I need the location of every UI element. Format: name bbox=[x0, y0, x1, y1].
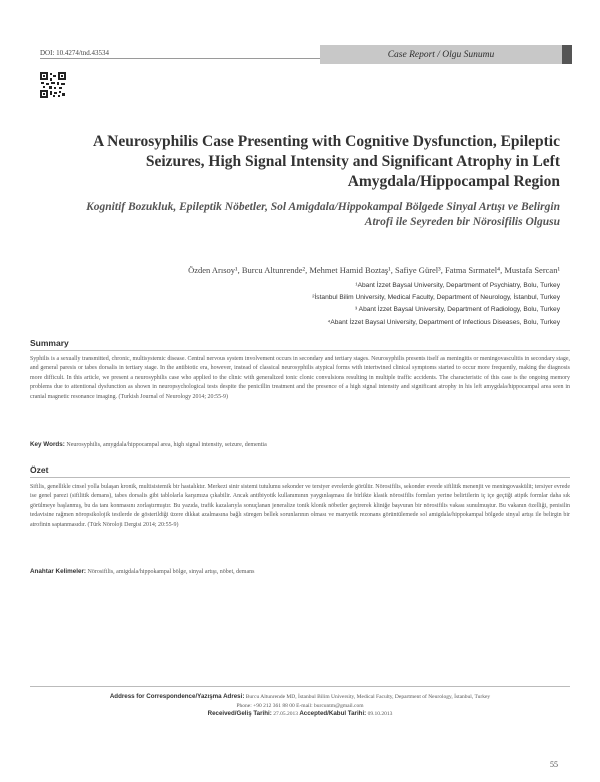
correspondence bbox=[30, 693, 570, 719]
address-label: Address for Correspondence/Yazışma Adresi: bbox=[109, 693, 245, 700]
key-words-text: Neurosyphilis, amygdala/hippocampal area, high signal intensity, seizure, dementia bbox=[66, 442, 267, 448]
header-rule bbox=[40, 58, 320, 59]
affiliation: ²İstanbul Bilim University, Medical Faculty, Department of Neurology, İstanbul, Turkey bbox=[312, 294, 560, 302]
banner-tab bbox=[562, 45, 572, 64]
affiliation: ⁴Abant İzzet Baysal University, Department of Infectious Diseases, Bolu, Turkey bbox=[327, 318, 560, 326]
key-words-label: Key Words: bbox=[30, 441, 65, 448]
ozet-rule bbox=[30, 477, 570, 478]
address-text: Burcu Altunrende MD, İstanbul Bilim University, Medical Faculty, Department of Neurology, İstanbul, Turkey bbox=[245, 694, 491, 700]
accepted-label: Accepted/Kabul Tarihi: bbox=[299, 710, 367, 717]
footer-rule bbox=[30, 686, 570, 687]
author-list: Özden Arısoy¹, Burcu Altunrende², Mehmet Hamid Boztaş¹, Safiye Gürel³, Fatma Sırmatel⁴, Mustafa Sercan¹ bbox=[188, 265, 560, 275]
anahtar-kelimeler-text: Nörosifilis, amigdala/hippokampal bölge, sinyal artışı, nöbet, demans bbox=[87, 569, 255, 575]
contact-line: Phone: +90 212 361 88 00 E-mail: burcuntm@gmail.com bbox=[236, 702, 364, 709]
article-title: A Neurosyphilis Case Presenting with Cognitive Dysfunction, Epileptic Seizures, High Signal Intensity and Significant Atrophy in Left Amygdala/Hippocampal Region bbox=[92, 133, 560, 190]
key-words bbox=[30, 441, 570, 448]
affiliations bbox=[200, 280, 560, 329]
received-date: 27.05.2013 bbox=[273, 711, 298, 717]
summary-heading: Summary bbox=[30, 338, 69, 348]
accepted-date: 09.10.2013 bbox=[367, 711, 393, 717]
summary-text: Syphilis is a sexually transmitted, chronic, multisystemic disease. Central nervous system involvement occurs in secondary and tertiary stages. Neurosyphilis presents itself as meningitis or meningovasculitis in secondary stage, and general paresis or tabes dorsalis in tertiary stage. In the antibiotic era, however, instead of classical neurosyphilis atypical forms with intertwined clinical symptoms started to occur more frequently, making the diagnosis more difficult. In this article, we present a neurosyphilis case who applied to the clinic with generalized tonic clonic convulsions resulting in multiple traffic accidents. The characteristic of this case is the ongoing memory problems due to attentional dysfunction as shown in neuropsychological tests despite the penicillin treatment and the presence of a high signal intensity and significant atrophy in his left amygdala/hippocampal area seen in cranial magnetic resonance imaging. (Turkish Journal of Neurology 2014; 20:55-9) bbox=[30, 356, 570, 400]
ozet-heading: Özet bbox=[30, 465, 49, 475]
page-number: 55 bbox=[550, 760, 558, 769]
affiliation: ¹Abant İzzet Baysal University, Department of Psychiatry, Bolu, Turkey bbox=[355, 282, 560, 289]
summary-rule bbox=[30, 350, 570, 351]
anahtar-kelimeler bbox=[30, 568, 570, 575]
section-banner: Case Report / Olgu Sunumu bbox=[320, 45, 562, 64]
qr-code-icon bbox=[40, 72, 66, 98]
article-subtitle: Kognitif Bozukluk, Epileptik Nöbetler, Sol Amigdala/Hippokampal Bölgede Sinyal Artışı ve Belirgin Atrofi ile Seyreden bir Nörosifilis Olgusu bbox=[86, 201, 560, 228]
ozet-text: Sifilis, genellikle cinsel yolla bulaşan kronik, multisistemik bir hastalıktır. Merkezi sinir sistemi tutulumu sekonder ve tersiyer evrelerde görülür. Nörosifilis, sekonder evrede sifilitik menenjit ve meningovaskülit; tersiyer evrede ise genel parezi (sifilitik demans), tabes dorsalis gibi tablolarla karşımıza çıkabilir. Ancak antibiyotik kullanımının yaygınlaşması ile birlikte klasik nörosifilis formları yerine belirtilerin iç içe geçtiği atipik formlar daha sık görülmeye başlanmış, bu da tanı konmasını zorlaştırmıştır. Bu yazıda, trafik kazalarıyla sonuçlanan jeneralize tonik klonik nöbetler geçirerek kliniğe başvuran bir nörosifilis vakası sunulmuştur. Bu vakanın özelliği, penisilin tedavisine rağmen nöropsikolojik testlerde de gösterildiği üzere dikkat azalmasına bağlı süregen bellek sorunlarının olması ve manyetik rezonans görüntülemede sol amigdala/hippokampal bölgede sinyal artışı ile belirgin bir atrofinin saptanmasıdır. (Türk Nöroloji Dergisi 2014; 20:55-9) bbox=[30, 484, 570, 528]
received-label: Received/Geliş Tarihi: bbox=[207, 710, 272, 717]
anahtar-kelimeler-label: Anahtar Kelimeler: bbox=[30, 568, 86, 575]
doi: DOI: 10.4274/tnd.43534 bbox=[40, 49, 110, 57]
affiliation: ³ Abant İzzet Baysal University, Department of Radiology, Bolu, Turkey bbox=[355, 306, 560, 314]
